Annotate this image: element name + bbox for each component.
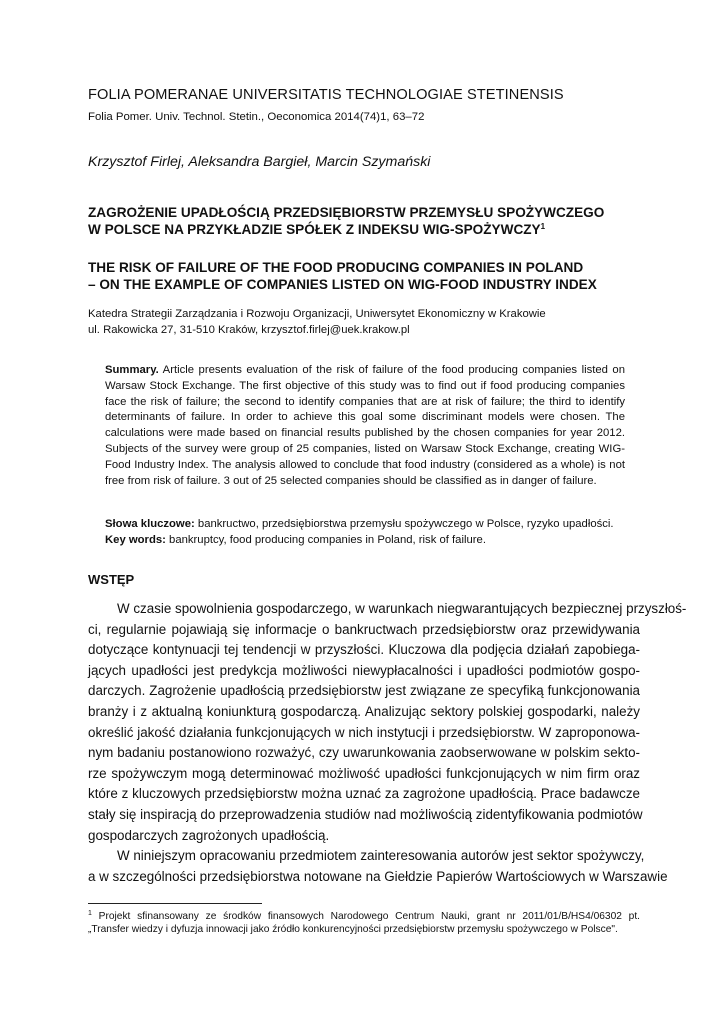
body-line: rze spożywczym mogą determinować możliwość upadłości funkcjonujących w nim firm oraz <box>88 765 640 781</box>
keywords-en-text: bankruptcy, food producing companies in Poland, risk of failure. <box>169 533 486 546</box>
affiliation-line-1: Katedra Strategii Zarządzania i Rozwoju Organizacji, Uniwersytet Ekonomiczny w Krakowie <box>88 308 546 320</box>
footnote <box>88 910 640 936</box>
body-line: branży i z aktualną koniunkturą gospodarczą. Analizując sektory polskiej gospodarki, należy <box>88 703 640 719</box>
body-line: nym badaniu postanowiono rozważyć, czy uwarunkowania zaobserwowane w polskim sekto- <box>88 745 640 761</box>
body-line: W czasie spowolnienia gospodarczego, w warunkach niegwarantujących bezpiecznej przyszłoś- <box>117 601 687 616</box>
abstract <box>105 363 625 489</box>
keywords-polish <box>105 517 635 533</box>
keywords-pl-text: bankructwo, przedsiębiorstwa przemysłu spożywczego w Polsce, ryzyko upadłości. <box>197 518 614 530</box>
body-text <box>88 599 687 887</box>
article-title-polish <box>88 204 648 238</box>
title-pl-line-2-text: W POLSCE NA PRZYKŁADZIE SPÓŁEK Z INDEKSU WIG-SPOŻYWCZY <box>88 222 541 237</box>
body-line: dotyczące kontynuacji tej tendencji w przyszłości. Kluczowa dla podjęcia działań zapobiega- <box>88 642 640 658</box>
footnote-line-2: „Transfer wiedzy i dyfuzja innowacji jako źródło konkurencyjności przedsiębiorstw przemysłu spożywczego w Polsce". <box>88 924 618 935</box>
abstract-label: Summary. <box>105 364 159 376</box>
body-line: które z kluczowych przedsiębiorstw można uznać za zagrożone upadłością. Prace badawcze <box>88 786 640 802</box>
title-pl-line-1: ZAGROŻENIE UPADŁOŚCIĄ PRZEDSIĘBIORSTW PRZEMYSŁU SPOŻYWCZEGO <box>88 205 605 220</box>
body-line: gospodarczych zagrożonych upadłością. <box>88 827 330 843</box>
keywords-en-label: Key words: <box>105 533 166 546</box>
title-en-line-1: THE RISK OF FAILURE OF THE FOOD PRODUCING COMPANIES IN POLAND <box>88 260 584 275</box>
title-footnote-mark: 1 <box>540 222 546 231</box>
keywords-block <box>105 517 635 548</box>
body-line: określić jakość działania funkcjonujących w nich instytucji i przedsiębiorstw. W zaproponowa- <box>88 724 640 740</box>
footnote-line-1-text: Projekt sfinansowany ze środków finansowych Narodowego Centrum Nauki, grant nr 2011/01/B/HS4/06302 pt. <box>98 911 640 922</box>
footnote-divider <box>88 903 262 904</box>
footnote-mark: 1 <box>88 910 92 917</box>
abstract-text: Article presents evaluation of the risk of failure of the food producing companies listed on Warsaw Stock Exchange. The first objective of this study was to find out if food producing companies face the risk of failure; the second to identify companies that are at risk of failure; the third to identify determinants of failure. In order to achieve this goal some discriminant models were chosen. The calculations were made based on financial results published by the chosen companies for year 2012. Subjects of the survey were group of 25 companies, listed on Warsaw Stock Exchange, creating WIG-Food Industry Index. The analysis allowed to conclude that food industry (considered as a whole) is not free from risk of failure. 3 out of 25 selected companies should be classified as in danger of failure. <box>105 364 626 487</box>
affiliation-line-2: ul. Rakowicka 27, 31-510 Kraków, krzysztof.firlej@uek.krakow.pl <box>88 323 410 336</box>
footnote-line-1 <box>88 910 640 923</box>
journal-citation: Folia Pomer. Univ. Technol. Stetin., Oeconomica 2014(74)1, 63–72 <box>88 111 425 123</box>
body-line: jących upadłości jest predykcja możliwości niewypłacalności i upadłości podmiotów gospo- <box>88 662 640 678</box>
author-affiliation <box>88 307 546 338</box>
title-pl-line-2 <box>88 221 648 238</box>
body-line: stały się inspiracją do przeprowadzenia studiów nad możliwością zidentyfikowania podmiotów <box>88 806 643 822</box>
body-line: W niniejszym opracowaniu przedmiotem zainteresowania autorów jest sektor spożywczy, <box>117 848 645 864</box>
keywords-pl-label: Słowa kluczowe: <box>105 518 195 530</box>
title-en-line-2: – ON THE EXAMPLE OF COMPANIES LISTED ON WIG-FOOD INDUSTRY INDEX <box>88 277 597 292</box>
article-title-english <box>88 259 648 293</box>
journal-title: FOLIA POMERANAE UNIVERSITATIS TECHNOLOGIAE STETINENSIS <box>88 87 564 103</box>
body-line: darczych. Zagrożenie upadłością przedsiębiorstw jest związane ze specyfiką funkcjonowania <box>88 683 640 699</box>
keywords-english <box>105 533 635 549</box>
author-list: Krzysztof Firlej, Aleksandra Bargieł, Marcin Szymański <box>88 154 431 170</box>
body-line: ci, regularnie pojawiają się informacje o bankructwach przedsiębiorstw oraz przewidywania <box>88 621 640 637</box>
section-heading-intro: WSTĘP <box>88 572 135 587</box>
body-line: a w szczególności przedsiębiorstwa notowane na Giełdzie Papierów Wartościowych w Warszawie <box>88 868 668 884</box>
